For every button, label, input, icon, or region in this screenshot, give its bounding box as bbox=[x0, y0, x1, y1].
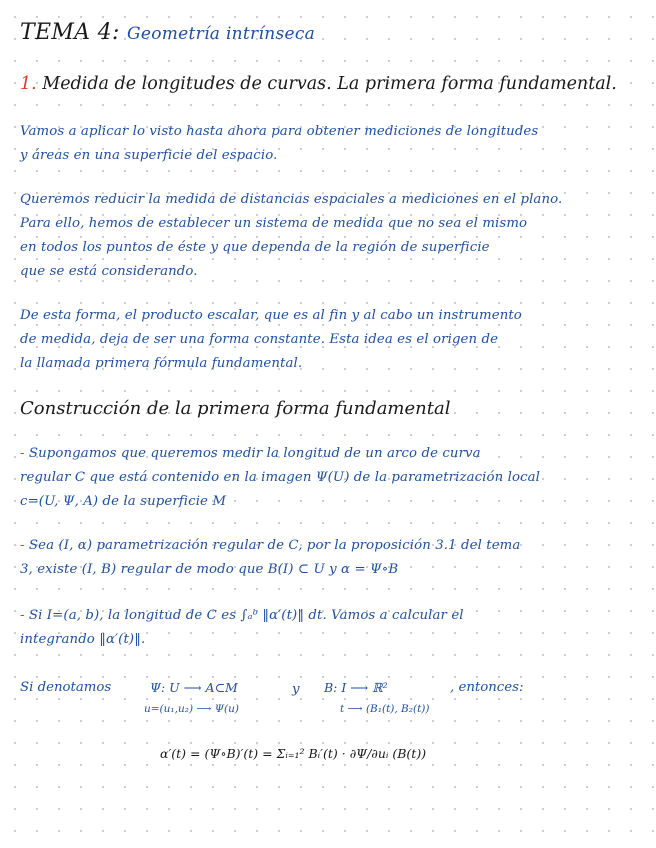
map-and: y bbox=[292, 682, 300, 697]
item-dash: - bbox=[20, 538, 25, 553]
item1-line: regular C que está contenido en la imagen Ψ(U) de la parametrización local bbox=[20, 470, 540, 485]
para3-line: la llamada primera fórmula fundamental. bbox=[20, 356, 303, 371]
para2-line: que se está considerando. bbox=[20, 264, 198, 279]
item3-line: integrando ‖α′(t)‖. bbox=[20, 632, 146, 647]
para2-line: en todos los puntos de éste y que dependa de la región de superficie bbox=[20, 240, 490, 255]
item1-line: c=(U, Ψ, A) de la superficie M bbox=[20, 494, 227, 509]
psi-map-bottom: u=(u₁,u₂) ⟶ Ψ(u) bbox=[144, 703, 239, 715]
b-map-top: B: I ⟶ ℝ² bbox=[324, 680, 388, 695]
item1-text: Supongamos que queremos medir la longitud de un arco de curva bbox=[28, 446, 481, 461]
para1-line: y áreas en una superficie del espacio. bbox=[20, 148, 278, 163]
item3-line bbox=[20, 608, 464, 623]
construction-heading: Construcción de la primera forma fundamental bbox=[20, 398, 451, 419]
section-title: Medida de longitudes de curvas. La primera forma fundamental. bbox=[42, 74, 617, 94]
item3-text: Si I=(a, b), la longitud de C es ∫ₐᵇ ‖α′(t)‖ dt. Vamos a calcular el bbox=[28, 608, 464, 623]
section-1-heading bbox=[20, 74, 617, 94]
item-dash: - bbox=[20, 446, 25, 461]
item-dash: - bbox=[20, 608, 25, 623]
item1-line bbox=[20, 446, 481, 461]
title-label: TEMA 4: bbox=[20, 20, 120, 45]
para3-line: de medida, deja de ser una forma constante. Esta idea es el origen de bbox=[20, 332, 499, 347]
psi-map-top: Ψ: U ⟶ A⊂M bbox=[150, 680, 238, 695]
para1-line: Vamos a aplicar lo visto hasta ahora para obtener mediciones de longitudes bbox=[20, 124, 539, 139]
b-map-bottom: t ⟶ (B₁(t), B₂(t)) bbox=[340, 703, 430, 715]
section-number: 1. bbox=[20, 74, 37, 94]
page-title bbox=[20, 20, 315, 45]
map-intro: Si denotamos bbox=[20, 680, 112, 695]
map-then: , entonces: bbox=[450, 680, 524, 695]
para2-line: Queremos reducir la medida de distancias espaciales a mediciones en el plano. bbox=[20, 192, 563, 207]
para2-line: Para ello, hemos de establecer un sistema de medida que no sea el mismo bbox=[20, 216, 528, 231]
item2-text: Sea (I, α) parametrización regular de C, por la proposición 3.1 del tema bbox=[28, 538, 521, 553]
derivative-formula: α′(t) = (Ψ∘B)′(t) = Σᵢ₌₁² Bᵢ′(t) · ∂Ψ/∂uᵢ (B(t)) bbox=[160, 746, 427, 761]
item2-line bbox=[20, 538, 520, 553]
item2-line: 3, existe (I, B) regular de modo que B(I) ⊂ U y α = Ψ∘B bbox=[20, 562, 399, 577]
title-topic: Geometría intrínseca bbox=[126, 24, 316, 44]
para3-line: De esta forma, el producto escalar, que es al fin y al cabo un instrumento bbox=[20, 308, 522, 323]
